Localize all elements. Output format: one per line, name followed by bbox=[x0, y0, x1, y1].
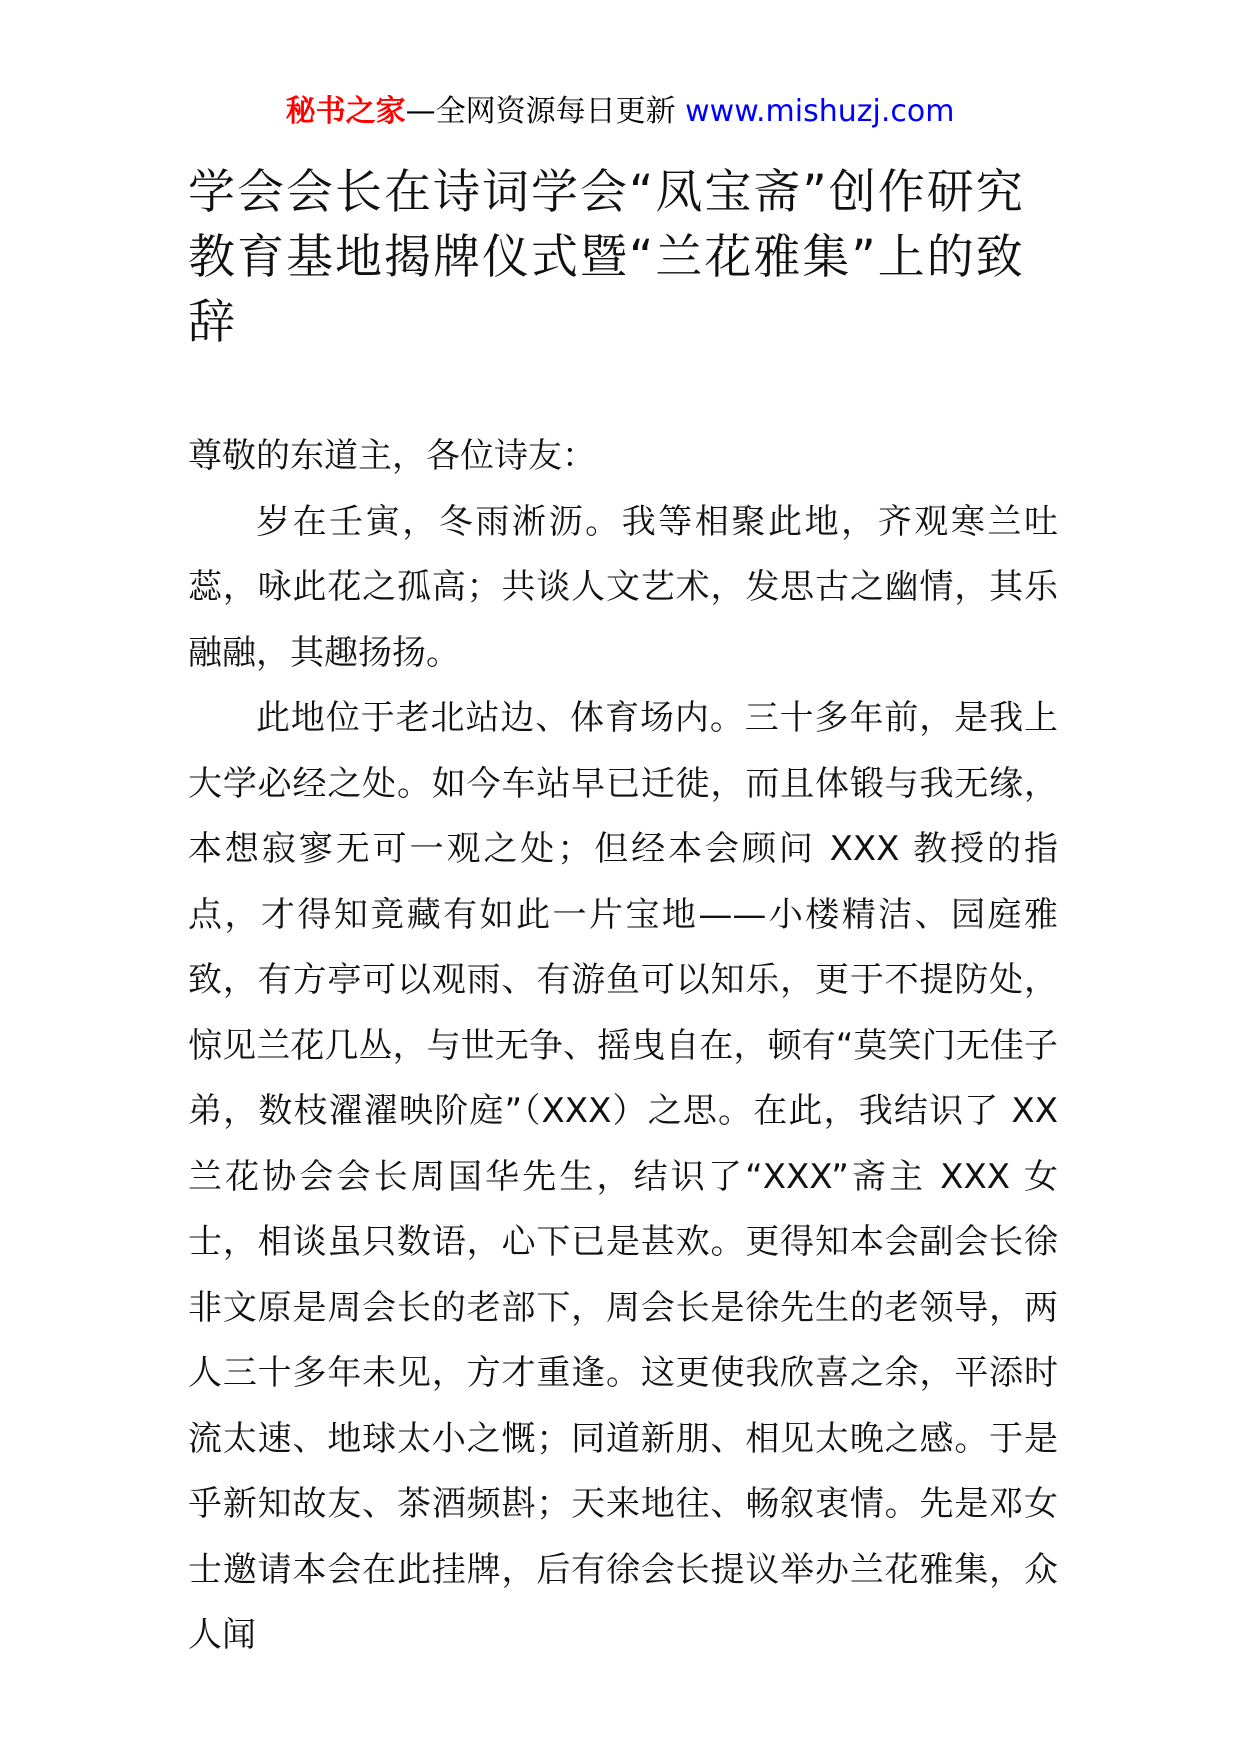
site-url-link[interactable]: www.mishuzj.com bbox=[685, 94, 955, 129]
document-title: 学会会长在诗词学会“凤宝斋”创作研究教育基地揭牌仪式暨“兰花雅集”上的致辞 bbox=[188, 165, 1025, 350]
paragraph: 此地位于老北站边、体育场内。三十多年前，是我上大学必经之处。如今车站早已迁徙，而且体锻与我无缘，本想寂寥无可一观之处；但经本会顾问 XXX 教授的指点，才得知竟藏有如此一片宝地——小楼精洁、园庭雅致，有方亭可以观雨、有游鱼可以知乐，更于不提防处，惊见兰花几丛，与世无争、摇曳自在，顿有“莫笑门无佳子弟，数枝濯濯映阶庭”（XXX）之思。在此，我结识了 XX 兰花协会会长周国华先生，结识了“XXX”斋主 XXX 女士，相谈虽只数语，心下已是甚欢。更得知本会副会长徐非文原是周会长的老部下，周会长是徐先生的老领导，两人三十多年未见，方才重逢。这更使我欣喜之余，平添时流太速、地球太小之慨；同道新朋、相见太晚之感。于是乎新知故友、茶酒频斟；天来地往、畅叙衷情。先是邓女士邀请本会在此挂牌，后有徐会长提议举办兰花雅集，众人闻 bbox=[188, 698, 1058, 1655]
salutation: 尊敬的东道主，各位诗友： bbox=[188, 436, 596, 476]
document-body bbox=[188, 424, 1058, 1669]
brand-name: 秘书之家 bbox=[285, 94, 406, 129]
paragraph: 岁在壬寅，冬雨淅沥。我等相聚此地，齐观寒兰吐蕊，咏此花之孤高；共谈人文艺术，发思古之幽情，其乐融融，其趣扬扬。 bbox=[188, 501, 1058, 673]
site-banner bbox=[0, 92, 1240, 132]
brand-tagline: —全网资源每日更新 bbox=[405, 94, 676, 129]
